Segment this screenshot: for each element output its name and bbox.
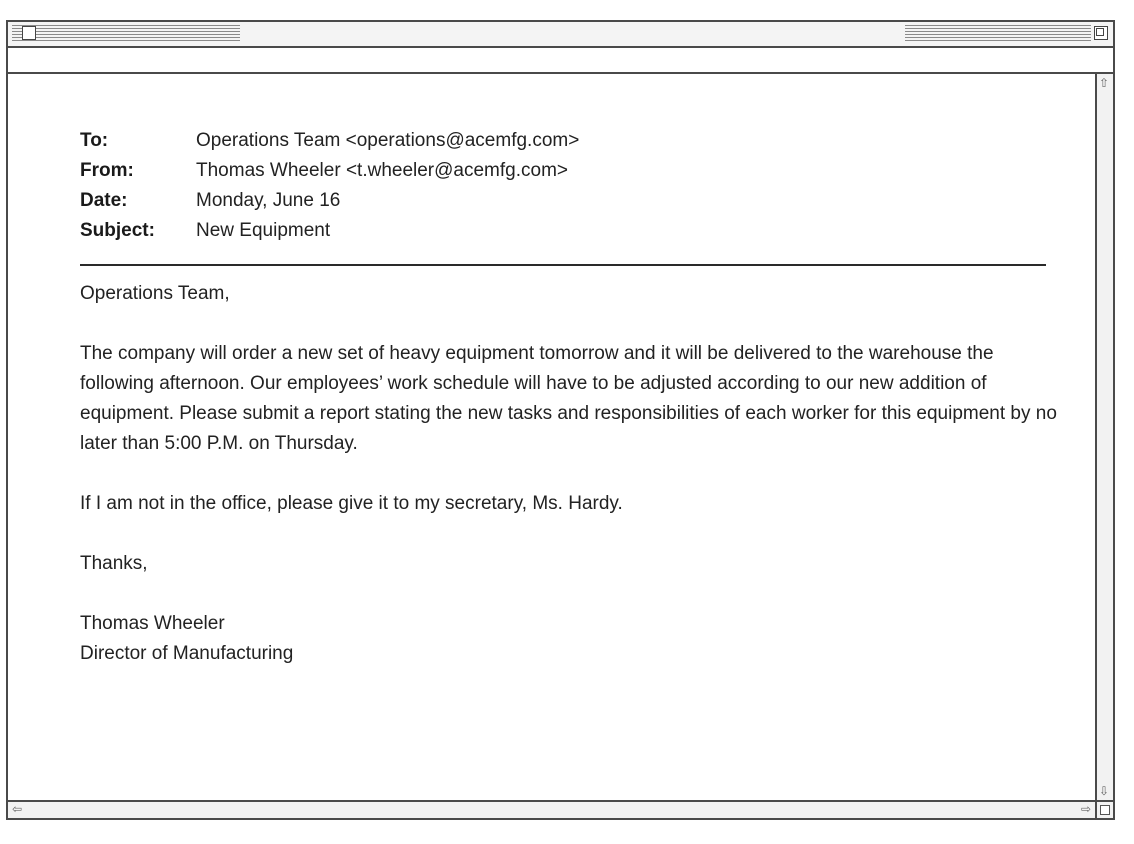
- message-content: [8, 74, 1095, 800]
- from-value: Thomas Wheeler <t.wheeler@acemfg.com>: [196, 160, 568, 181]
- vertical-scrollbar[interactable]: [1095, 74, 1113, 800]
- closing: Thanks,: [80, 553, 148, 574]
- horizontal-scrollbar[interactable]: [8, 800, 1095, 818]
- arrow-up-icon[interactable]: ⇧: [1098, 76, 1110, 90]
- title-bar-stripes-left: [12, 25, 240, 41]
- greeting: Operations Team,: [80, 283, 230, 304]
- email-header: [80, 126, 579, 246]
- body-paragraph-2: If I am not in the office, please give it to my secretary, Ms. Hardy.: [80, 493, 623, 514]
- header-divider: [80, 264, 1046, 266]
- to-label: To:: [80, 130, 109, 151]
- subject-value: New Equipment: [196, 220, 331, 241]
- body-paragraph-1: The company will order a new set of heavy equipment tomorrow and it will be delivered to the warehouse the following afternoon. Our employees’ work schedule will have to be adjusted according to our new addition of equipment. Please submit a report stating the new tasks and responsibilities of each worker for this equipment by no later than 5:00 P.M. on Thursday.: [80, 343, 1057, 454]
- grow-box-icon[interactable]: [1095, 800, 1113, 818]
- email-window: [6, 20, 1115, 820]
- date-label: Date:: [80, 190, 128, 211]
- arrow-left-icon[interactable]: ⇦: [11, 802, 23, 816]
- arrow-down-icon[interactable]: ⇩: [1098, 784, 1110, 798]
- date-value: Monday, June 16: [196, 190, 341, 211]
- title-bar-stripes-right: [905, 25, 1091, 41]
- title-bar[interactable]: [8, 22, 1113, 48]
- email-body: [80, 279, 1060, 669]
- to-value: Operations Team <operations@acemfg.com>: [196, 130, 580, 151]
- close-box-icon[interactable]: [22, 26, 36, 40]
- toolbar: [8, 48, 1113, 74]
- zoom-box-icon[interactable]: [1094, 26, 1108, 40]
- signature-name: Thomas Wheeler: [80, 613, 225, 634]
- signature-title: Director of Manufacturing: [80, 643, 294, 664]
- from-label: From:: [80, 160, 134, 181]
- subject-label: Subject:: [80, 220, 155, 241]
- arrow-right-icon[interactable]: ⇨: [1080, 802, 1092, 816]
